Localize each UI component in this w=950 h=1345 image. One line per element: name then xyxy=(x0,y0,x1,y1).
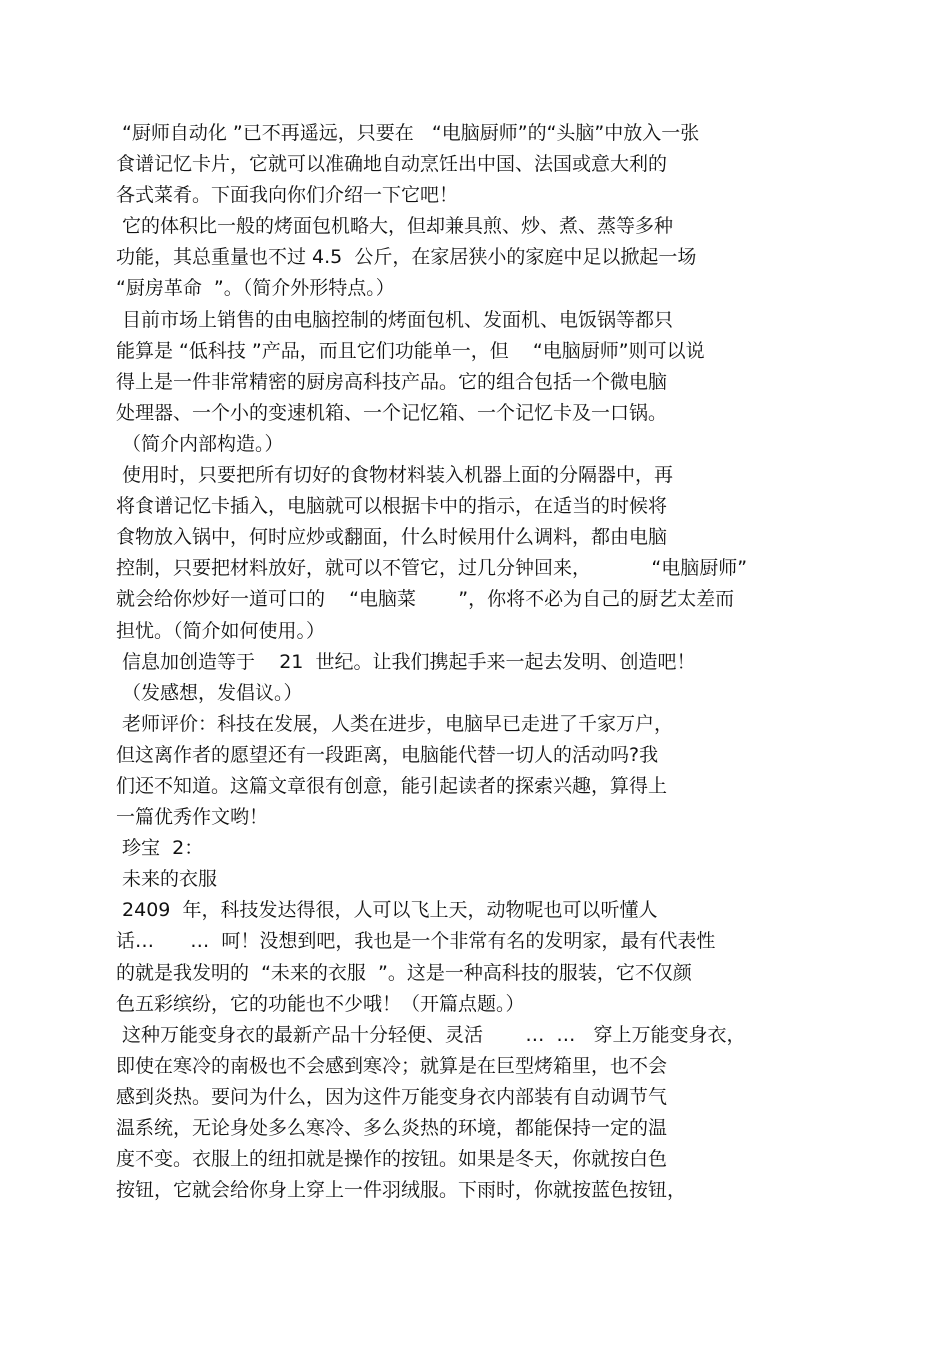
text-line: 能算是 “低科技 ”产品，而且它们功能单一，但 “电脑厨师”则可以说 xyxy=(116,339,705,362)
text-line: 它的体积比一般的烤面包机略大，但却兼具煎、炒、煮、蒸等多种 xyxy=(116,215,674,238)
text-line: 色五彩缤纷，它的功能也不少哦！（开篇点题。） xyxy=(116,992,525,1015)
text-line: 担忧。（简介如何使用。） xyxy=(116,619,326,642)
text-line: 感到炎热。要问为什么，因为这件万能变身衣内部装有自动调节气 xyxy=(116,1085,668,1108)
text-line: 2409 年，科技发达得很，人可以飞上天，动物呢也可以听懂人 xyxy=(116,899,658,922)
text-line: 控制，只要把材料放好，就可以不管它，过几分钟回来， “电脑厨师” xyxy=(116,557,748,580)
text-line: 的就是我发明的 “未来的衣服 ”。这是一种高科技的服装，它不仅颜 xyxy=(116,961,692,984)
text-line: “厨房革命 ”。（简介外形特点。） xyxy=(116,277,395,300)
text-line: 一篇优秀作文哟！ xyxy=(116,806,269,829)
text-line: 这种万能变身衣的最新产品十分轻便、灵活 … … 穿上万能变身衣， xyxy=(116,1023,746,1046)
text-line: 话… … 呵！没想到吧，我也是一个非常有名的发明家，最有代表性 xyxy=(116,930,716,953)
text-line: 老师评价：科技在发展，人类在进步，电脑早已走进了千家万户， xyxy=(116,712,674,735)
text-line: “厨师自动化 ”已不再遥远，只要在 “电脑厨师”的“头脑”中放入一张 xyxy=(116,122,700,144)
text-line: 未来的衣服 xyxy=(116,868,218,891)
text-line: 食谱记忆卡片，它就可以准确地自动烹饪出中国、法国或意大利的 xyxy=(116,153,668,176)
text-line: （发感想，发倡议。） xyxy=(116,681,303,704)
text-line: 但这离作者的愿望还有一段距离，电脑能代替一切人的活动吗?我 xyxy=(116,743,659,766)
text-line: 处理器、一个小的变速机箱、一个记忆箱、一个记忆卡及一口锅。 xyxy=(116,401,668,424)
text-line: 们还不知道。这篇文章很有创意，能引起读者的探索兴趣，算得上 xyxy=(116,774,668,797)
text-line: 功能，其总重量也不过 4.5 公斤，在家居狭小的家庭中足以掀起一场 xyxy=(116,246,697,269)
text-line: 即使在寒冷的南极也不会感到寒冷；就算是在巨型烤箱里，也不会 xyxy=(116,1054,668,1077)
essay-text xyxy=(116,118,836,1206)
text-line: 食物放入锅中，何时应炒或翻面，什么时候用什么调料，都由电脑 xyxy=(116,526,668,549)
text-line: 将食谱记忆卡插入，电脑就可以根据卡中的指示，在适当的时候将 xyxy=(116,495,668,518)
text-line: （简介内部构造。） xyxy=(116,432,284,455)
text-line: 信息加创造等于 21 世纪。让我们携起手来一起去发明、创造吧！ xyxy=(116,650,696,673)
text-line: 得上是一件非常精密的厨房高科技产品。它的组合包括一个微电脑 xyxy=(116,370,668,393)
text-line: 温系统，无论身处多么寒冷、多么炎热的环境，都能保持一定的温 xyxy=(116,1117,668,1139)
text-line: 使用时，只要把所有切好的食物材料装入机器上面的分隔器中，再 xyxy=(116,464,674,487)
text-line: 各式菜肴。下面我向你们介绍一下它吧！ xyxy=(116,184,459,207)
text-line: 目前市场上销售的由电脑控制的烤面包机、发面机、电饭锅等都只 xyxy=(116,308,674,331)
text-line: 就会给你炒好一道可口的 “电脑菜 ”，你将不必为自己的厨艺太差而 xyxy=(116,588,735,611)
text-line: 按钮，它就会给你身上穿上一件羽绒服。下雨时，你就按蓝色按钮， xyxy=(116,1179,687,1202)
text-line: 度不变。衣服上的纽扣就是操作的按钮。如果是冬天，你就按白色 xyxy=(116,1148,668,1171)
text-line: 珍宝 2： xyxy=(116,837,204,860)
